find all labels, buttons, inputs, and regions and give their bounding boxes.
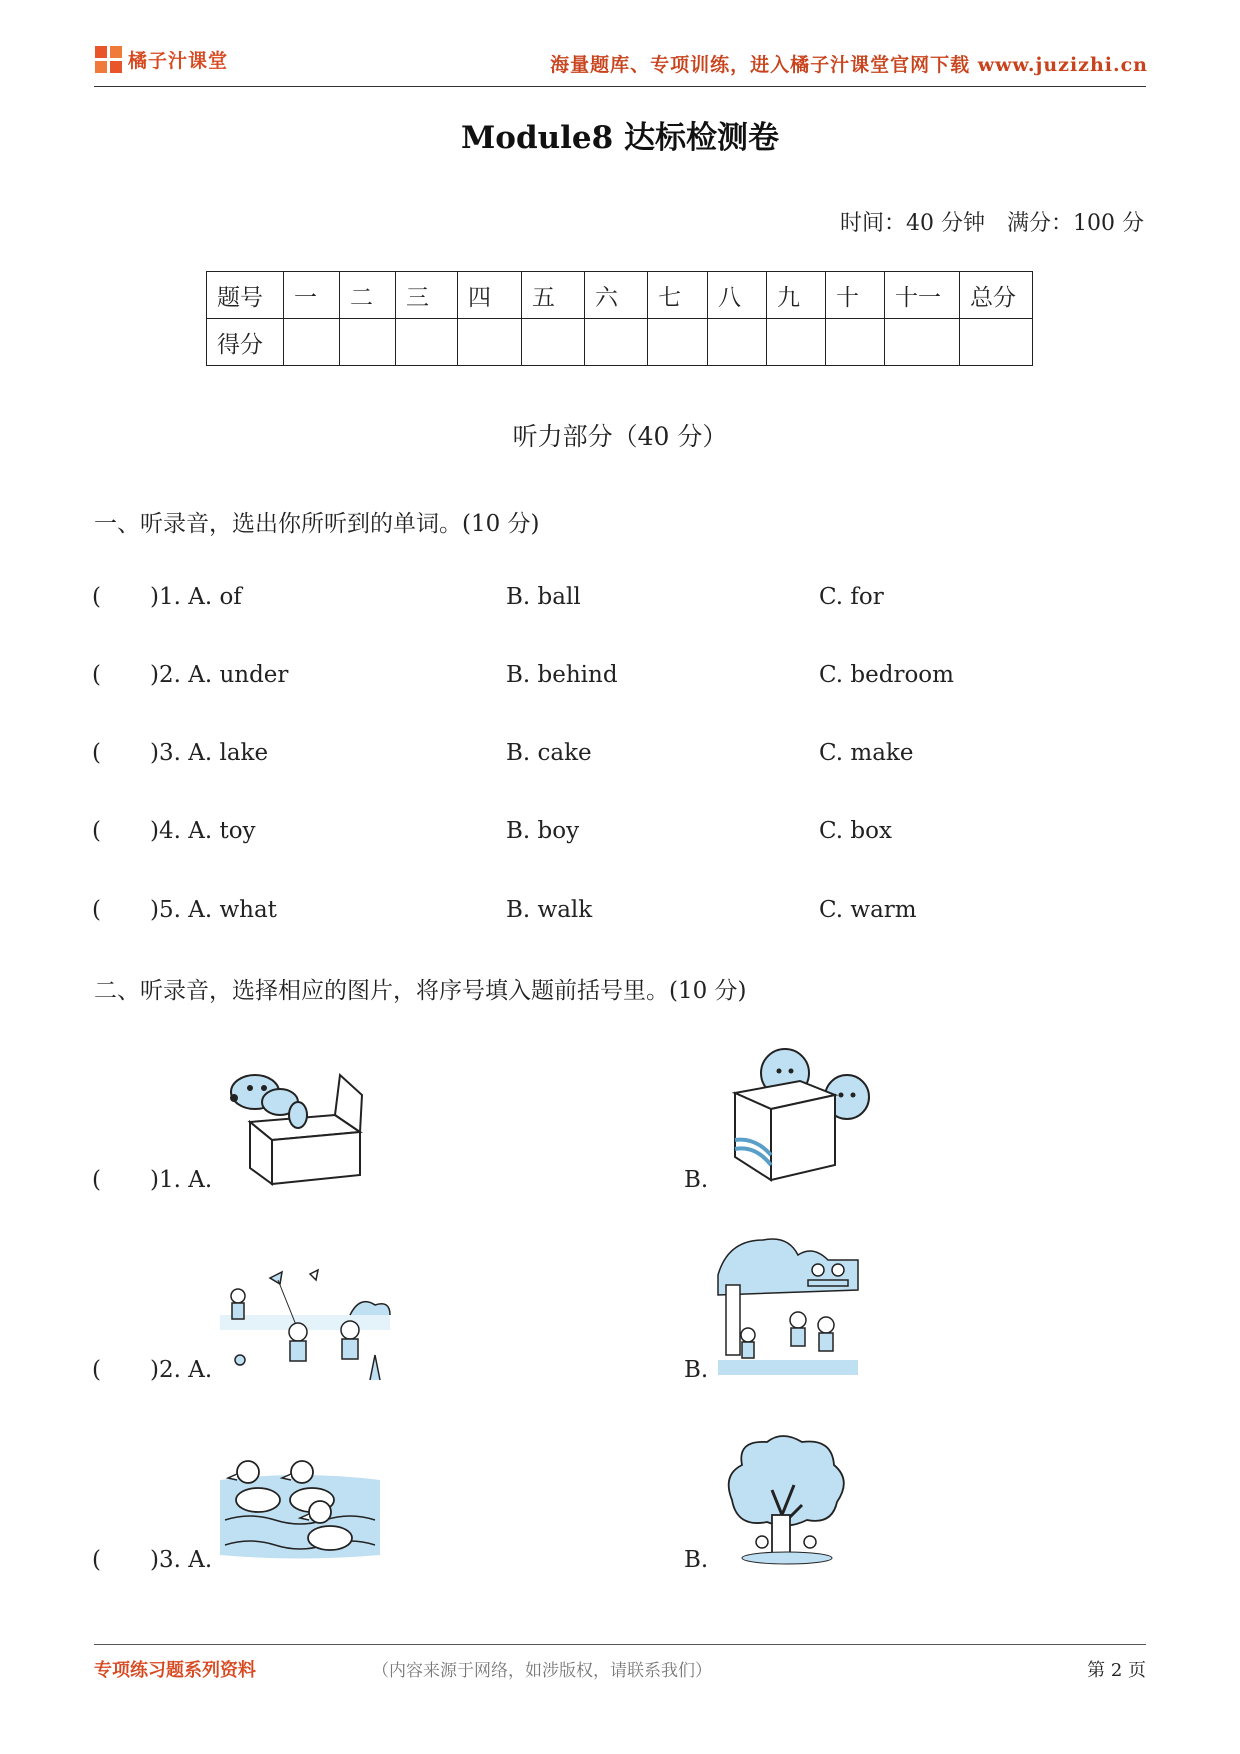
score-cell: 六 (585, 272, 648, 319)
ducks-on-lake-picture (220, 1450, 380, 1560)
listening-heading: 听力部分（40 分） (512, 422, 728, 451)
option-a: )2. A. (150, 1357, 213, 1383)
score-input-cell[interactable] (826, 319, 885, 366)
score-cell: 总分 (960, 272, 1033, 319)
page-title: Module8 达标检测卷 (460, 120, 780, 156)
option-b: B. cake (506, 740, 592, 766)
option-b: B. ball (506, 584, 581, 610)
score-input-cell[interactable] (648, 319, 708, 366)
answer-paren[interactable]: ( (92, 740, 101, 766)
option-a: )3. A. (150, 1547, 213, 1573)
option-b: B. boy (506, 818, 580, 844)
option-a: )3. A. lake (150, 740, 269, 766)
score-cell: 十 (826, 272, 885, 319)
score-input-cell[interactable] (885, 319, 960, 366)
answer-paren[interactable]: ( (92, 1357, 101, 1383)
answer-paren[interactable]: ( (92, 1167, 101, 1193)
option-b: B. behind (506, 662, 618, 688)
score-cell: 九 (767, 272, 826, 319)
score-cell: 一 (284, 272, 340, 319)
section1-heading: 一、听录音，选出你所听到的单词。(10 分) (94, 511, 540, 537)
dog-in-box-picture (220, 1060, 365, 1185)
footer-series-label: 专项练习题系列资料 (94, 1660, 256, 1681)
score-cell: 题号 (207, 272, 284, 319)
score-input-cell[interactable] (767, 319, 826, 366)
answer-paren[interactable]: ( (92, 662, 101, 688)
section2-heading: 二、听录音，选择相应的图片，将序号填入题前括号里。(10 分) (94, 978, 747, 1004)
score-input-cell[interactable] (960, 319, 1033, 366)
option-c: C. box (819, 818, 892, 844)
option-b: B. (684, 1167, 709, 1193)
score-cell: 八 (708, 272, 767, 319)
score-input-cell[interactable] (585, 319, 648, 366)
score-table-score-row (207, 319, 1033, 366)
score-input-cell[interactable] (708, 319, 767, 366)
tree-by-lake-picture (722, 1430, 852, 1565)
option-a: )4. A. toy (150, 818, 256, 844)
option-a: )2. A. under (150, 662, 289, 688)
score-cell: 七 (648, 272, 708, 319)
score-input-cell[interactable] (396, 319, 458, 366)
option-c: C. warm (819, 897, 917, 923)
score-row-label: 得分 (207, 319, 284, 366)
score-input-cell[interactable] (284, 319, 340, 366)
score-input-cell[interactable] (458, 319, 522, 366)
logo-icon (95, 46, 123, 74)
time-info: 时间：40 分钟 满分：100 分 (840, 211, 1144, 236)
score-input-cell[interactable] (522, 319, 585, 366)
logo-text: 橘子汁课堂 (128, 50, 229, 72)
option-c: C. make (819, 740, 914, 766)
answer-paren[interactable]: ( (92, 897, 101, 923)
footer-page-number: 第 2 页 (1087, 1660, 1146, 1681)
score-cell: 三 (396, 272, 458, 319)
answer-paren[interactable]: ( (92, 818, 101, 844)
answer-paren[interactable]: ( (92, 1547, 101, 1573)
toys-behind-box-picture (735, 1045, 885, 1185)
option-a: )1. A. (150, 1167, 213, 1193)
score-cell: 四 (458, 272, 522, 319)
option-b: B. (684, 1357, 709, 1383)
option-b: B. walk (506, 897, 593, 923)
score-cell: 十一 (885, 272, 960, 319)
score-input-cell[interactable] (340, 319, 396, 366)
answer-paren[interactable]: ( (92, 584, 101, 610)
footer-copyright-note: （内容来源于网络，如涉版权，请联系我们） (372, 1661, 712, 1681)
option-a: )5. A. what (150, 897, 277, 923)
header-divider (94, 86, 1146, 87)
score-cell: 二 (340, 272, 396, 319)
score-table-header-row (207, 272, 1033, 319)
score-table (206, 271, 1033, 366)
header-slogan[interactable]: 海量题库、专项训练，进入橘子汁课堂官网下载 www.juzizhi.cn (550, 54, 1148, 76)
option-c: C. bedroom (819, 662, 954, 688)
option-b: B. (684, 1547, 709, 1573)
kids-under-tree-picture (718, 1235, 858, 1375)
option-c: C. for (819, 584, 884, 610)
score-cell: 五 (522, 272, 585, 319)
footer-divider (94, 1644, 1146, 1645)
option-a: )1. A. of (150, 584, 242, 610)
kids-flying-kites-picture (220, 1270, 390, 1380)
